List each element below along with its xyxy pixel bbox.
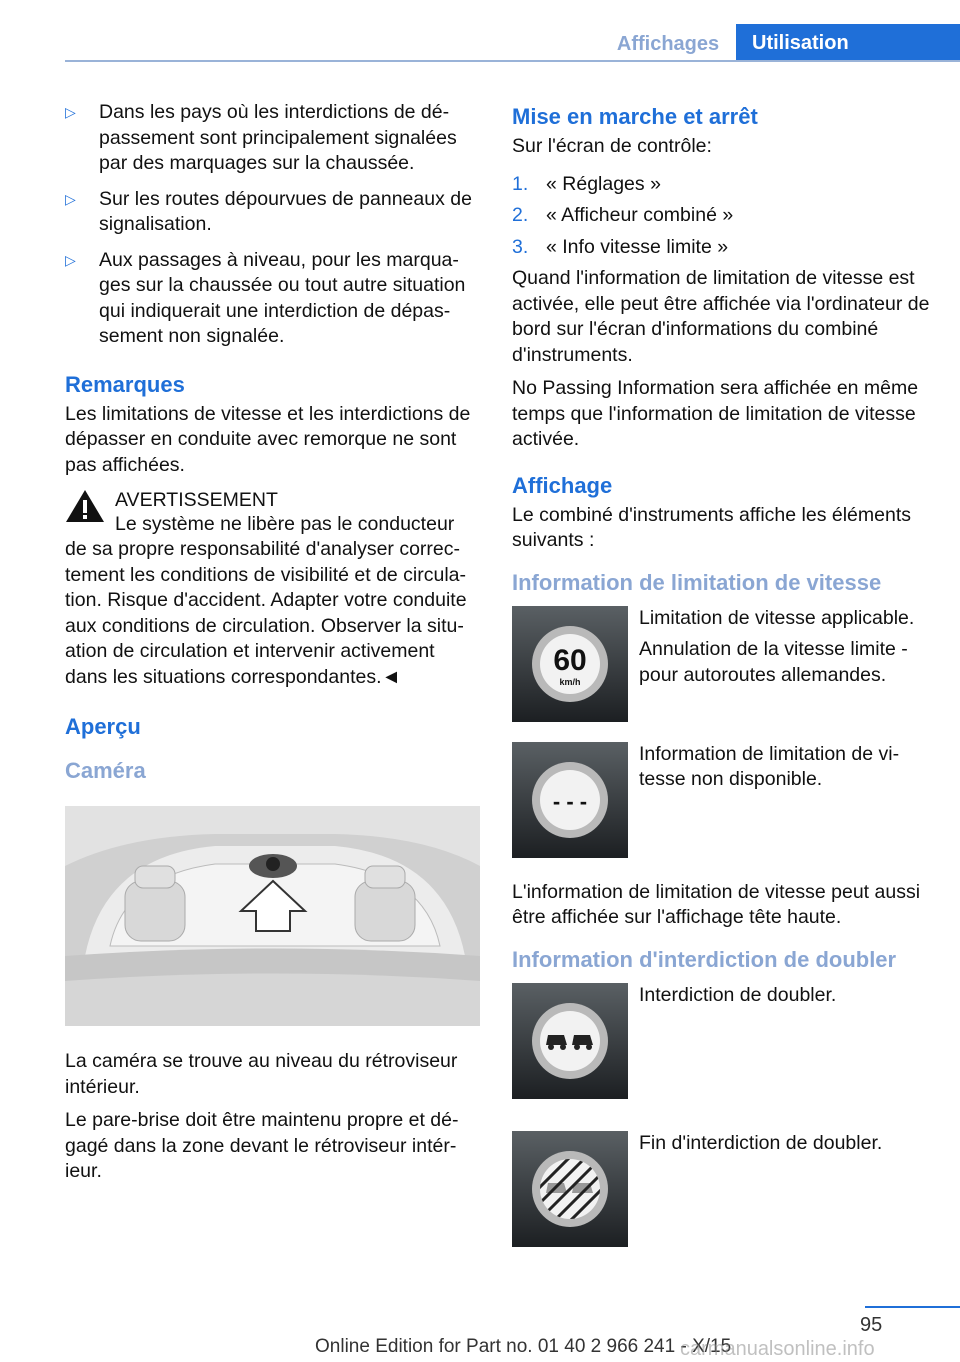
page-number: 95 (860, 1314, 883, 1336)
no-passing-description (639, 983, 934, 1015)
camera-heading: Caméra (65, 758, 146, 783)
no-passing-end-text: Fin d'interdiction de doubler. (639, 1131, 883, 1154)
no-passing-row (512, 983, 932, 1121)
left-column (65, 100, 480, 1193)
remarques-text: Les limitations de vitesse et les interdictions de dépasser en conduite avec remorque ne sont pas affichées. (65, 402, 471, 476)
triangle-bullet-icon: ▷ (65, 251, 76, 268)
marche-intro: Sur l'écran de contrôle: (512, 135, 712, 157)
header-section-label: Affichages (616, 33, 720, 55)
right-column (512, 102, 932, 1261)
speed-limit-cancel-text: Annulation de la vitesse limite - pour autoroutes allemandes. (639, 638, 908, 686)
affichage-heading: Affichage (512, 472, 613, 498)
speed-unavailable-row (512, 742, 932, 870)
list-item: ▷ Sur les routes dépourvues de panneaux de signalisation. (65, 187, 472, 235)
end-no-passing-sign-icon (512, 1131, 628, 1247)
triangle-bullet-icon: ▷ (65, 190, 76, 207)
list-item: 2. « Afficheur combiné » (512, 204, 734, 226)
speed-limit-applicable-text: Limitation de vitesse applicable. (639, 606, 915, 629)
svg-text:km/h: km/h (559, 676, 581, 687)
header-divider (65, 60, 960, 62)
svg-text:- - -: - - - (552, 788, 588, 814)
list-item: ▷ Aux passages à niveau, pour les marquages sur la chaussée ou tout autre situation qui indiquerait une interdiction de dépassement non signalée. (65, 248, 466, 347)
speed-limit-row (512, 606, 932, 732)
warning-text: Le système ne libère pas le conducteur de sa propre responsabilité d'analyser correctement les conditions de visibilité et de circulation. Risque d'accident. Adapter votre conduite aux conditions de circulation. Observer la situation de circulation et intervenir activement dans les situations correspondantes.◄ (65, 512, 467, 688)
affichage-intro: Le combiné d'instruments affiche les éléments suivants : (512, 503, 911, 551)
marche-heading: Mise en marche et arrêt (512, 104, 758, 129)
no-passing-end-description (639, 1131, 934, 1163)
marche-paragraph-1: Quand l'information de limitation de vitesse est activée, elle peut être affichée via l'ordinateur de bord sur l'écran d'informations du combiné d'instruments. (512, 267, 930, 366)
speed-unavailable-text: Information de limitation de vitesse non disponible. (639, 742, 900, 790)
list-item: 3. « Info vitesse limite » (512, 235, 729, 258)
speed-limit-description (639, 606, 934, 695)
warning-title: AVERTISSEMENT (115, 489, 278, 511)
no-passing-text: Interdiction de doubler. (639, 983, 837, 1006)
apercu-heading: Aperçu (65, 714, 141, 739)
condition-list (65, 100, 480, 350)
camera-location-text: La caméra se trouve au niveau du rétroviseur intérieur. (65, 1050, 458, 1098)
triangle-bullet-icon: ▷ (65, 104, 76, 120)
camera-location-illustration (65, 806, 480, 1026)
speed-limit-unavailable-sign-icon (512, 742, 628, 858)
windshield-text: Le pare-brise doit être maintenu propre et dégagé dans la zone devant le rétroviseur intérieur. (65, 1109, 459, 1182)
marche-paragraph-2: No Passing Information sera affichée en même temps que l'information de limitation de vitesse activée. (512, 377, 919, 450)
list-item: 1. « Réglages » (512, 172, 661, 195)
speed-limit-heading: Information de limitation de vitesse (512, 569, 882, 595)
hud-text: L'information de limitation de vitesse peut aussi être affichée sur l'affichage tête haute. (512, 880, 921, 928)
footer-divider (865, 1306, 960, 1308)
no-passing-heading: Information d'interdiction de doubler (512, 946, 897, 972)
speed-limit-60-sign-icon (512, 606, 628, 722)
edition-line: Online Edition for Part no. 01 40 2 966 241 - X/15 (315, 1336, 732, 1357)
settings-steps (512, 172, 932, 261)
svg-text:60: 60 (553, 643, 587, 677)
speed-unavailable-description (639, 742, 934, 799)
watermark: carmanualsonline.info (680, 1338, 875, 1360)
list-item: ▷ Dans les pays où les interdictions de dépassement sont principalement signalées par des marquages sur la chaussée. (65, 101, 457, 174)
header-chapter-tab: Utilisation (736, 24, 960, 62)
warning-icon (65, 488, 105, 524)
no-passing-sign-icon (512, 983, 628, 1099)
warning-block (65, 488, 480, 514)
remarques-heading: Remarques (65, 371, 185, 397)
no-passing-end-row (512, 1131, 932, 1251)
